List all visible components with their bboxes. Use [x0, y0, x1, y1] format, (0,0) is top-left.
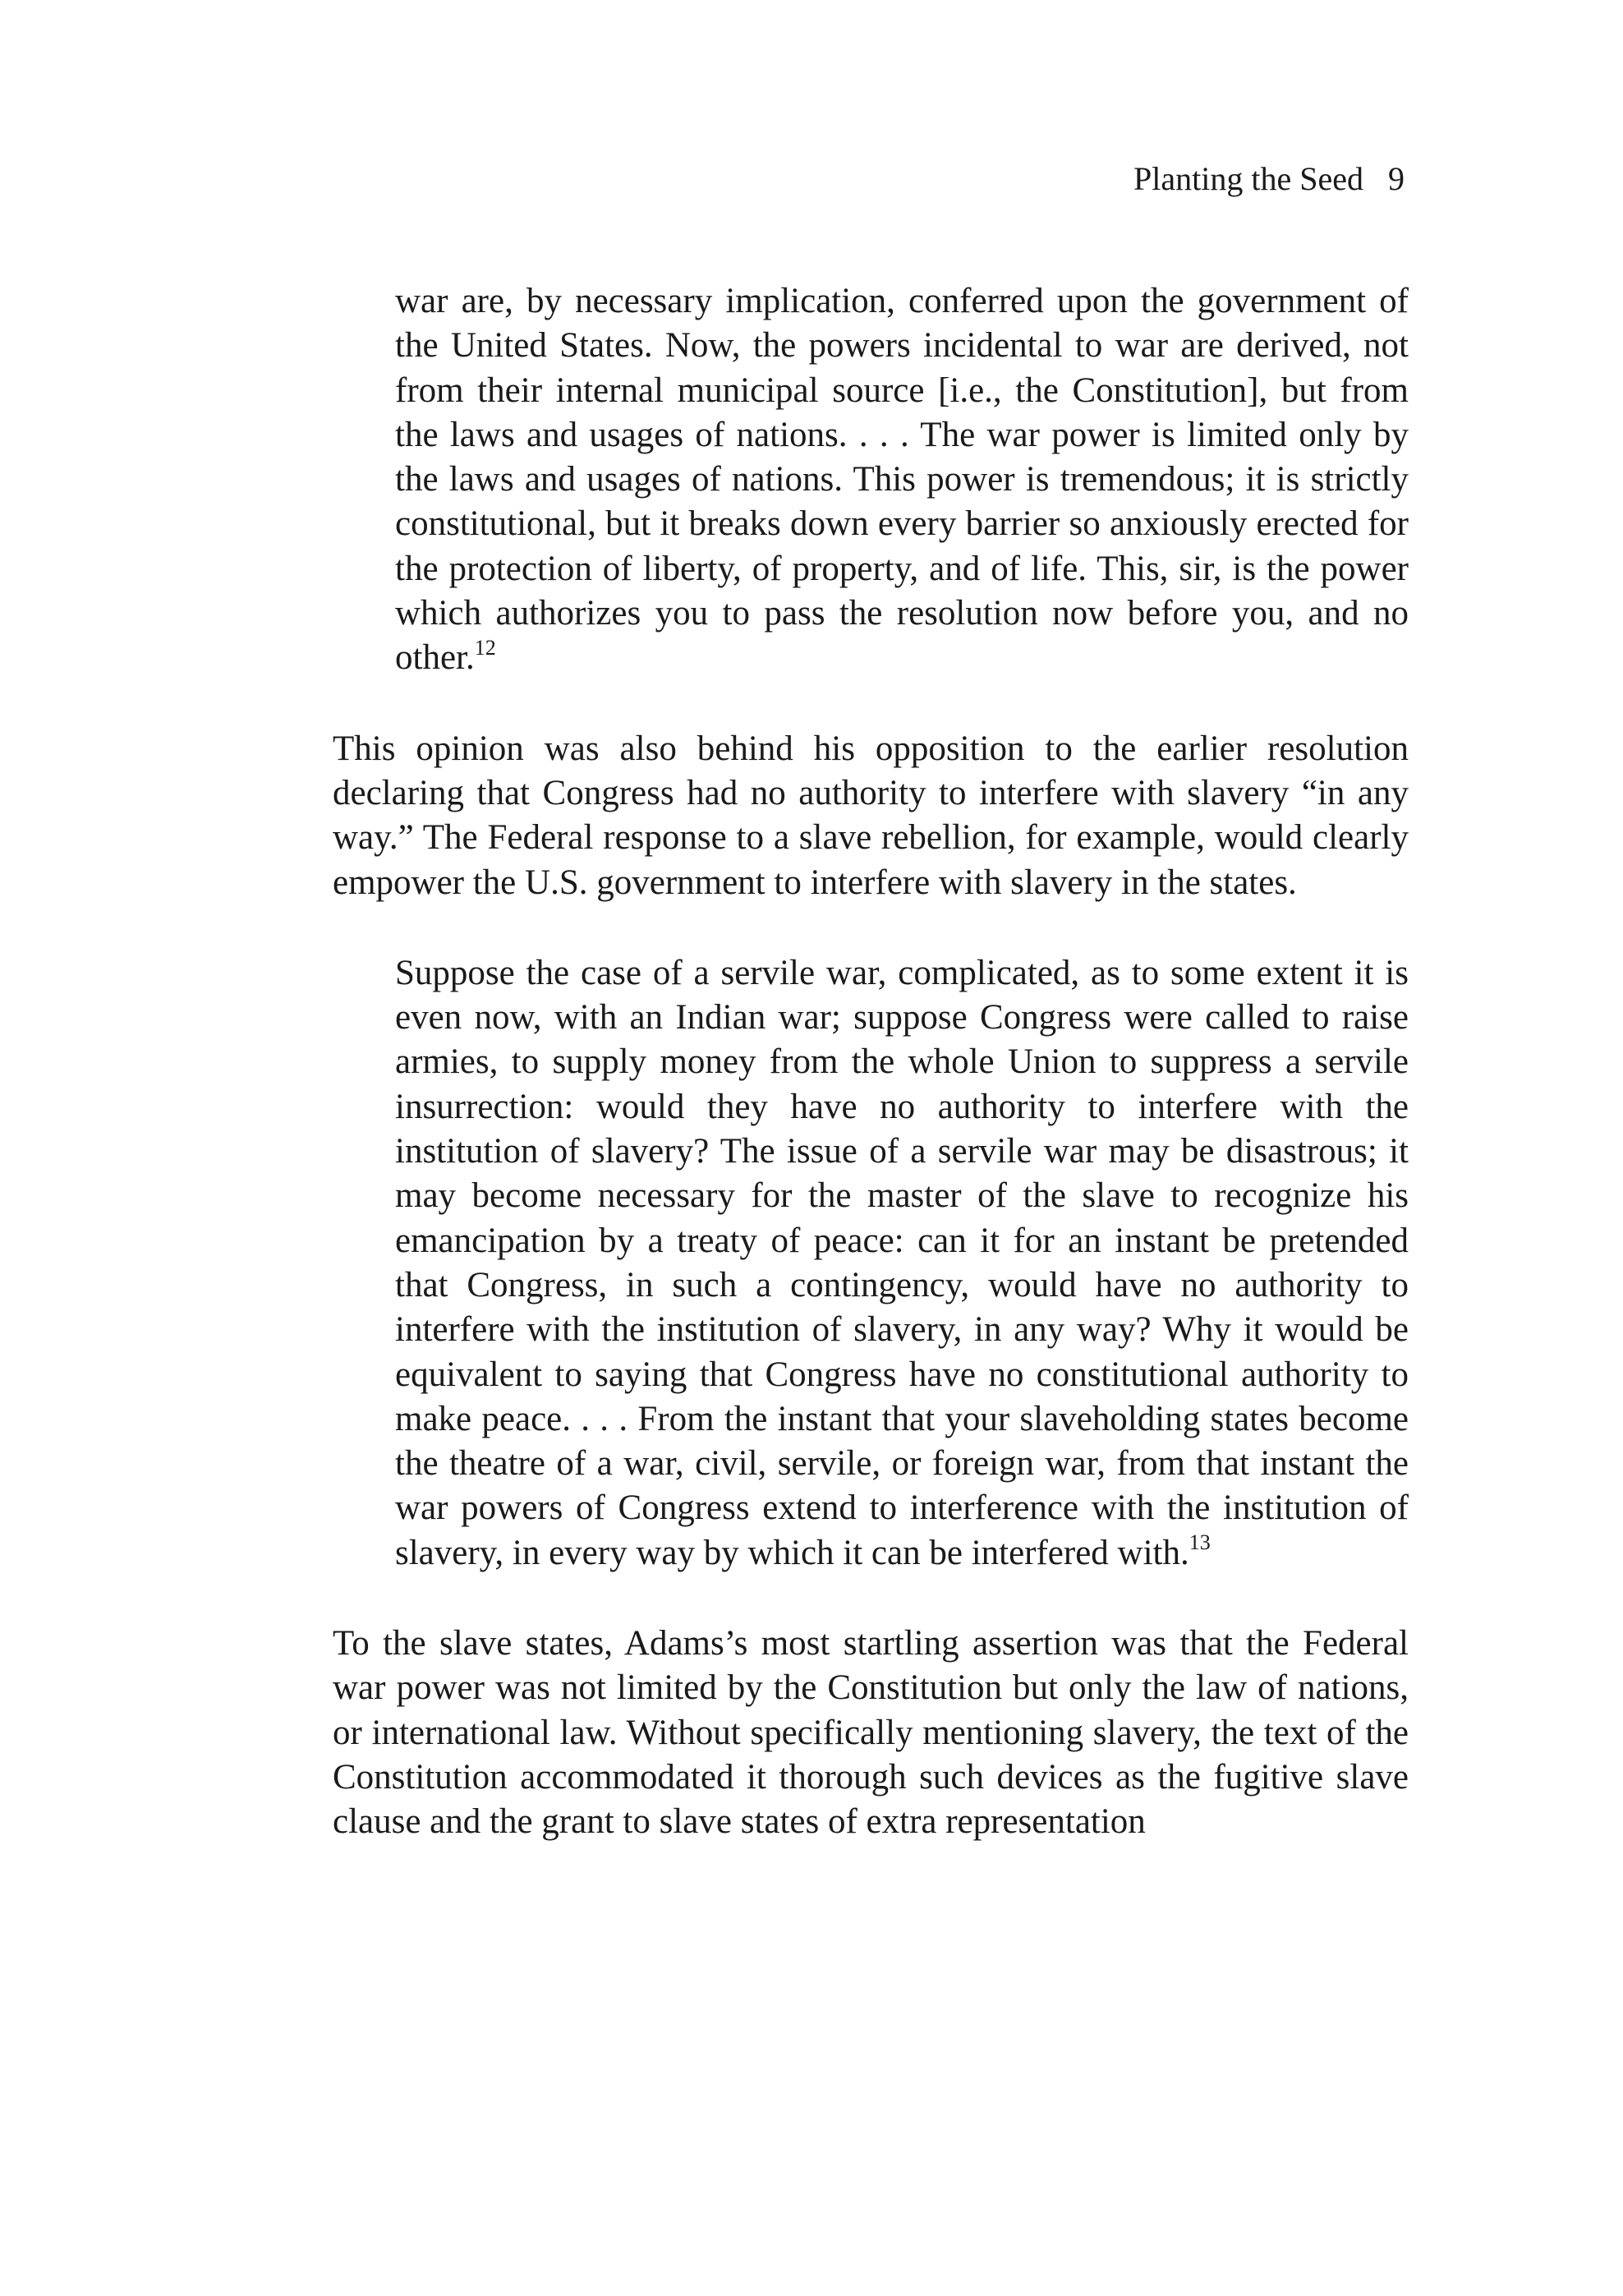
- page-number: 9: [1388, 160, 1405, 197]
- block-quote-1: [395, 279, 1409, 681]
- body-paragraph-2: To the slave states, Adams’s most startling assertion was that the Federal war power was not limited by the Constitution but only the law of nations, or international law. Without specifically mentioning slavery, the text of the Constitution accommodated it thorough such devices as the fugitive slave clause and the grant to slave states of extra representation: [333, 1624, 1409, 1842]
- body-paragraph-1: This opinion was also behind his opposition to the earlier resolution declaring that Congress had no authority to interfere with slavery “in any way.” The Federal response to a slave rebellion, for example, would clearly empower the U.S. government to interfere with slavery in the states.: [333, 729, 1409, 902]
- footnote-ref-13: 13: [1189, 1530, 1211, 1555]
- block-quote-2-text: Suppose the case of a servile war, complicated, as to some extent it is even now, with an Indian war; suppose Congress were called to raise armies, to supply money from the whole Union to suppress a servile insurrection: would they have no authority to interfere with the institution of slavery? The issue of a servile war may be disastrous; it may become necessary for the master of the slave to recognize his emancipation by a treaty of peace: can it for an instant be pretended that Congress, in such a contingency, would have no authority to interfere with the institution of slavery, in any way? Why it would be equivalent to saying that Congress have no constitutional authority to make peace. . . . From the instant that your slaveholding states become the theatre of a war, civil, servile, or foreign war, from that instant the war powers of Congress extend to interference with the institution of slavery, in every way by which it can be interfered with.: [395, 953, 1409, 1572]
- running-head: [903, 158, 1405, 200]
- block-quote-2: [395, 951, 1409, 1576]
- text-block: [333, 279, 1409, 1845]
- running-title: Planting the Seed: [1133, 160, 1363, 197]
- block-quote-1-text: war are, by necessary implication, conferred upon the government of the United States. Now, the powers incidental to war are derived, not from their internal municipal source [i.e., the Constitution], but from the laws and usages of nations. . . . The war power is limited only by the laws and usages of nations. This power is tremendous; it is strictly constitutional, but it breaks down every barrier so anxiously erected for the protection of liberty, of property, and of life. This, sir, is the power which authorizes you to pass the resolution now before you, and no other.: [395, 282, 1409, 678]
- footnote-ref-12: 12: [474, 636, 496, 660]
